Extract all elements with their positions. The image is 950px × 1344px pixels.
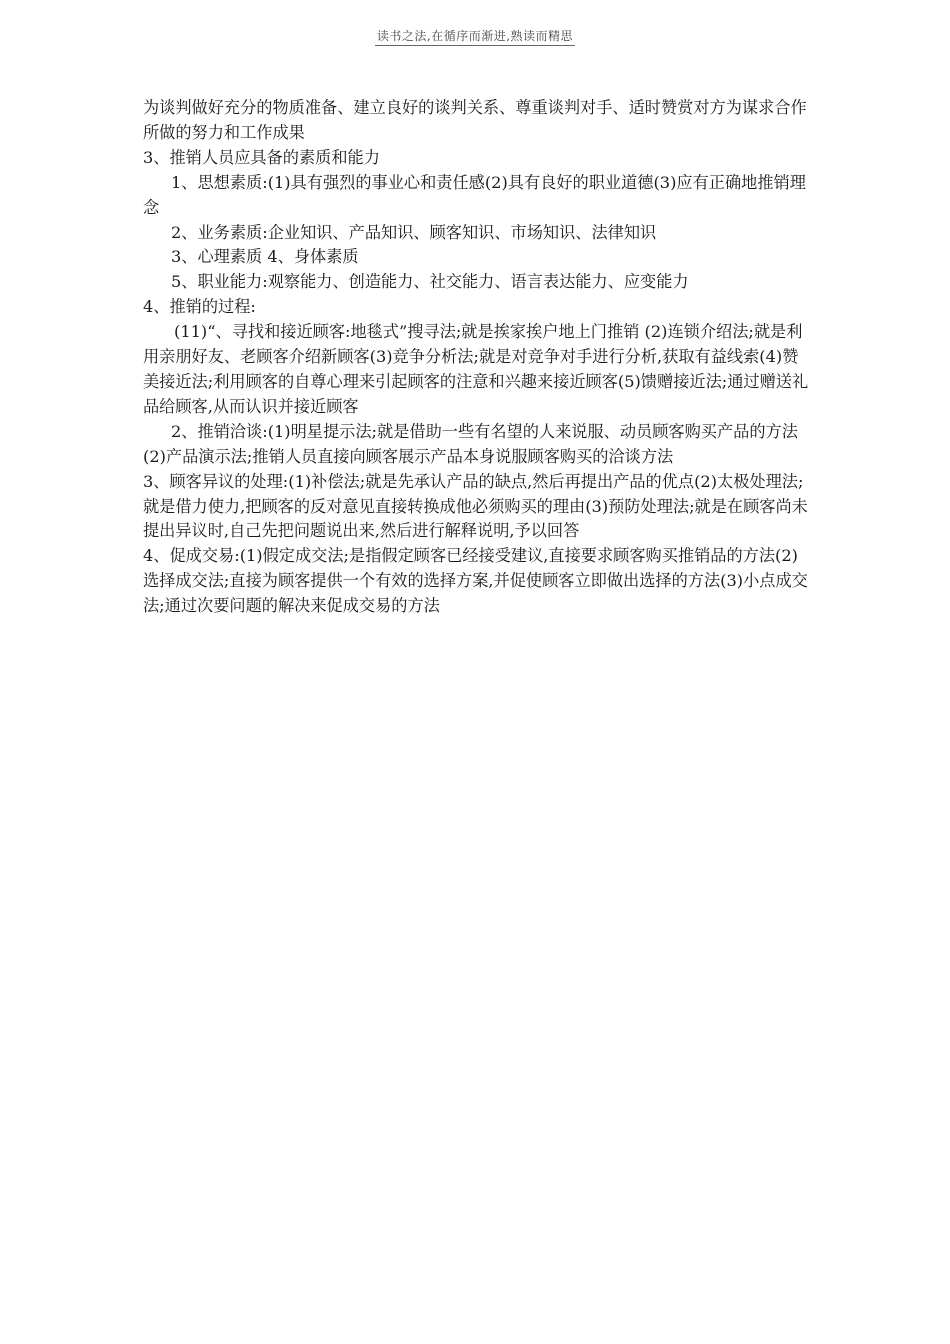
paragraph-negotiation-prep: 为谈判做好充分的物质准备、建立良好的谈判关系、尊重谈判对手、适时赞赏对方为谋求合作所做的努力和工作成果	[143, 98, 807, 142]
heading-salesperson-qualities: 3、推销人员应具备的素质和能力	[143, 147, 380, 167]
paragraph-closing-deal: 4、促成交易:(1)假定成交法;是指假定顾客已经接受建议,直接要求顾客购买推销品的方法(2)选择成交法;直接为顾客提供一个有效的选择方案,并促使顾客立即做出选择的方法(3)小点成交法;通过次要问题的解决来促成交易的方法	[143, 546, 808, 616]
paragraph-business-quality: 2、业务素质:企业知识、产品知识、顾客知识、市场知识、法律知识	[171, 222, 657, 242]
header-motto: 读书之法,在循序而渐进,熟读而精思	[375, 27, 575, 46]
paragraph-professional-ability: 5、职业能力:观察能力、创造能力、社交能力、语言表达能力、应变能力	[171, 272, 689, 292]
paragraph-objection-handling: 3、顾客异议的处理:(1)补偿法;就是先承认产品的缺点,然后再提出产品的优点(2)太极处理法;就是借力使力,把顾客的反对意见直接转换成他必须购买的理由(3)预防处理法;就是在顾客尚未提出异议时,自己先把问题说出来,然后进行解释说明,予以回答	[143, 471, 808, 541]
page-header	[0, 27, 950, 46]
paragraph-ideological-quality: 1、思想素质:(1)具有强烈的事业心和责任感(2)具有良好的职业道德(3)应有正确地推销理念	[143, 172, 806, 217]
document-body	[143, 96, 811, 619]
paragraph-psych-physical-quality: 3、心理素质 4、身体素质	[171, 247, 359, 267]
paragraph-sales-negotiation: 2、推销洽谈:(1)明星提示法;就是借助一些有名望的人来说服、动员顾客购买产品的方法(2)产品演示法;推销人员直接向顾客展示产品本身说服顾客购买的洽谈方法	[143, 421, 798, 466]
heading-sales-process: 4、推销的过程:	[143, 297, 256, 317]
paragraph-finding-customers: (11)“、寻找和接近顾客:地毯式”搜寻法;就是挨家挨户地上门推销 (2)连锁介绍法;就是利用亲朋好友、老顾客介绍新顾客(3)竞争分析法;就是对竞争对手进行分析,获取有益线索(4)赞美接近法;利用顾客的自尊心理来引起顾客的注意和兴趣来接近顾客(5)馈赠接近法;通过赠送礼品给顾客,从而认识并接近顾客	[143, 322, 809, 416]
